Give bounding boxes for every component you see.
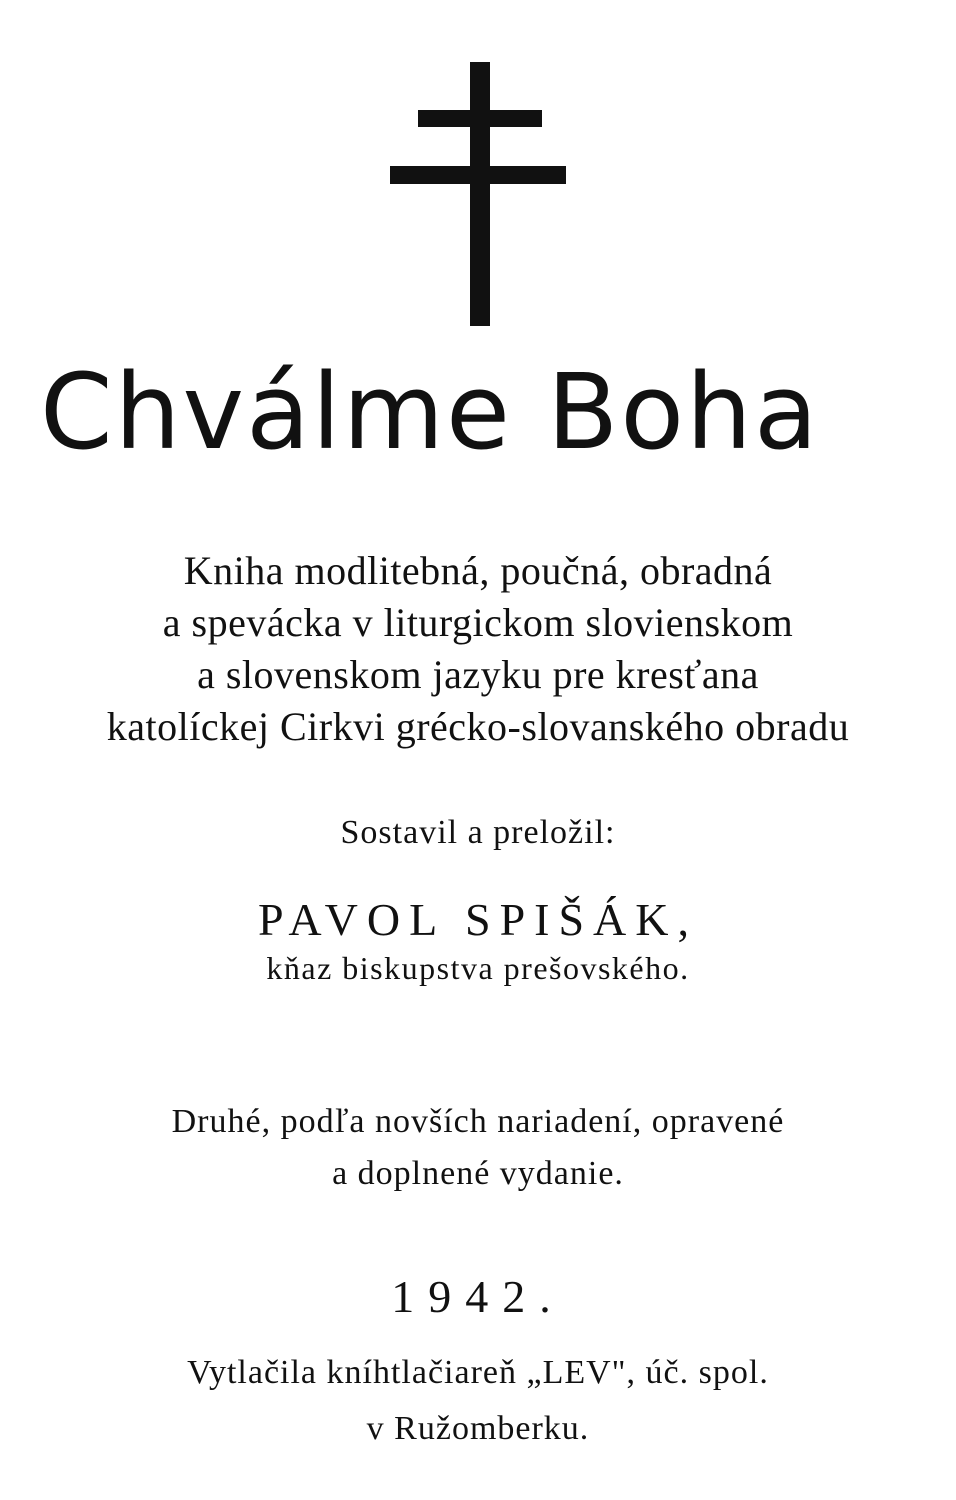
edition-line: Druhé, podľa novších nariadení, opravené bbox=[171, 1103, 785, 1140]
printer-line: v Ružomberku. bbox=[366, 1410, 590, 1447]
author-role: kňaz biskupstva prešovského. bbox=[266, 950, 690, 986]
publication-year: 1942. bbox=[391, 1271, 565, 1322]
subtitle-line: katolíckej Cirkvi grécko-slovanského obradu bbox=[106, 704, 850, 749]
book-subtitle bbox=[0, 545, 956, 753]
compiled-by-label: Sostavil a preložil: bbox=[340, 814, 616, 851]
subtitle-line: a slovenskom jazyku pre kresťana bbox=[197, 652, 759, 697]
edition-line: a doplnené vydanie. bbox=[332, 1155, 624, 1192]
patriarchal-cross-icon bbox=[0, 0, 956, 340]
edition-note bbox=[0, 1096, 956, 1200]
printer-line: Vytlačila kníhtlačiareň „LEV", úč. spol. bbox=[187, 1354, 769, 1391]
subtitle-line: a spevácka v liturgickom slovienskom bbox=[162, 600, 794, 645]
author-name: PAVOL SPIŠÁK, bbox=[258, 894, 698, 945]
printer-imprint bbox=[0, 1345, 956, 1457]
subtitle-line: Kniha modlitebná, poučná, obradná bbox=[183, 548, 773, 593]
book-title: Chválme Boha bbox=[40, 351, 820, 473]
